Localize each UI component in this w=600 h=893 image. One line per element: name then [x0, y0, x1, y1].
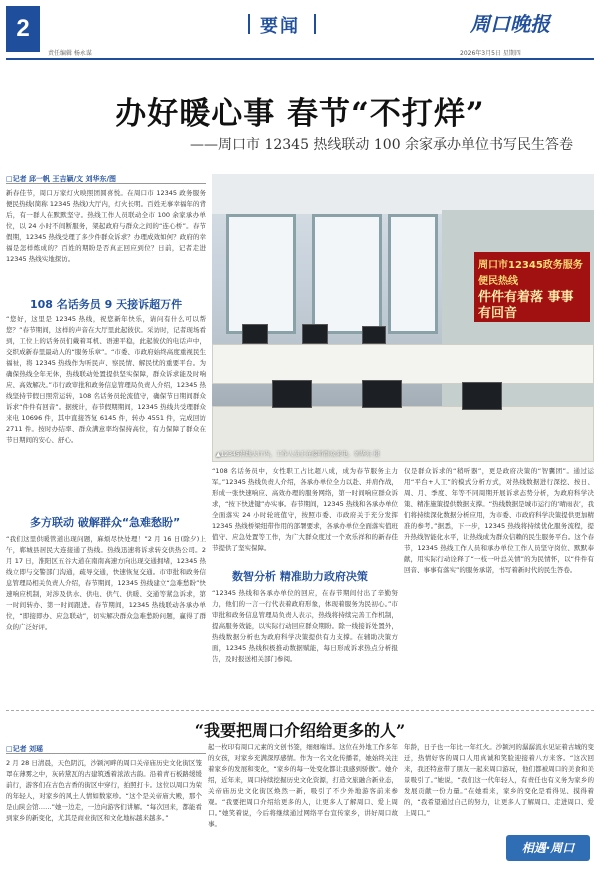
byline-rule — [6, 183, 206, 184]
article1-headline: 办好暖心事 春节“不打烊” — [115, 96, 485, 132]
article2-byline: □记者 刘瑶 — [6, 745, 44, 753]
photo-ceiling — [212, 174, 594, 214]
article1-intro: 新春佳节，周口万家灯火映照团圆喜悦。在周口市 12345 政务服务便民热线(简称 12345 热线)大厅内，灯火长明。百姓无事幸福年的背后，有一群人在默默坚守。热线工作人员联动全市 100 余家承办单位，以 24 小时不间断服务，架起政府与群众之间的“连心桥”。春节假期，12345 热线受理了多少件群众诉求？办理成效如何？政府的幸福是怎样炼成的？百姓的期盼是否真正回应到位？日前，记者走进 12345 热线实地探访。 — [6, 189, 206, 263]
newspaper-logo: 周口晚报 — [470, 12, 550, 36]
photo-desk-row — [212, 344, 594, 384]
page-number: 2 — [6, 6, 40, 52]
photo-caption: ▲12345热线大厅内，工作人员正在接听群众来电。刘华东 摄 — [216, 451, 380, 458]
issue-date: 2026年3月5日 星期四 — [460, 50, 521, 57]
column-logo: 相遇·周口 — [506, 835, 590, 861]
section1-title: 108 名话务员 9 天接诉超万件 — [30, 298, 183, 311]
photo-monitor — [362, 380, 402, 408]
section2-text: “我们这里供暖管道出现问题，麻烦尽快处理！”2 月 16 日(除夕)上午，郸城县居民大连接通了热线。热线迅速将诉求转交供热公司。2 月 17 日，淮阳区五谷大道在南南高速方向出现交通拥堵，12345 热线立即与交警部门沟通，疏导交通，快速恢复交通。市审批和政务信息管理局相关负责人介绍，春节期间，12345 热线建立“急难愁盼”快速响应机制，对涉及供水、供电、供气、供暖、交通等紧急诉求，第一时间转办、第一时间跟进。春节期间，12345 热线联动各承办单位，“即接即办、应急联动”，切实解决群众急难愁盼问题，赢得了群众的广泛好评。 — [6, 535, 206, 631]
banner-line2: 件件有着落 事事有回音 — [478, 290, 574, 321]
article1-col2-text: “108 名话务员中，女性职工占比超八成，成为春节服务主力军。”12345 热线负责人介绍，各承办单位全力以赴、并肩作战，形成一张快速响应、高效办理的服务网络，第一时间响应群众诉求，“按下快进键”办实事。春节期间，12345 热线和各承办单位全面落实 24 小时轮班值守，按照市委、市政府关于充分发挥 12345 热线桥梁纽带作用的部署要求，各承办单位全面落实值班值守、应急处置等工作，为广大群众度过一个欢乐祥和的新春佳节提供了坚实保障。 — [212, 467, 398, 552]
section-name: 要闻 — [260, 16, 300, 37]
article2-col3-text: 年龄，日子也一年比一年红火。沙颍河的潺潺流水见证着古城的变迁，热情好客的周口人用真诚和笑脸迎接着八方来客。“这次回来，我还特意带了朋友一起来周口游玩，他们都被周口的美食和美景吸引了。”她说，“我们这一代年轻人，有责任也有义务为家乡的发展贡献一份力量。”在她看来，家乡的变化是看得见、摸得着的，“我希望通过自己的努力，让更多人了解周口、走进周口、爱上周口。” — [404, 743, 594, 817]
banner-line1: 周口市12345政务服务便民热线 — [478, 260, 583, 287]
article2-col1-text: 2 月 28 日清晨，天色阴沉，沙颍河畔的周口关帝庙历史文化街区笼罩在薄雾之中，灰砖黛瓦的古建筑透着浓浓古韵。沿着青石板路缓缓前行，游客们在古色古香的街区中穿行，拍照打卡。这位以周口为荣的年轻人，对家乡的风土人情如数家珍。“这个是关帝庙大殿，那个是山陕会馆……”她一边走，一边向游客们讲解。“每次回来，都能看到家乡的新变化，尤其是商业街区和文化地标越来越多。” — [6, 759, 202, 822]
masthead-rule — [6, 58, 594, 60]
section3-title: 数智分析 精准助力政府决策 — [232, 570, 368, 583]
article2-headline: “我要把周口介绍给更多的人” — [194, 721, 406, 740]
section-bar-left — [248, 14, 250, 34]
section1-text: “您好，这里是 12345 热线，祝您新年快乐，请问有什么可以帮您？”春节期间，这样的声音在大厅里此起彼伏。采访时，记者现场看到，工位上的话务员们戴着耳机、语速平稳，此起彼伏的电话声中，交织成新春里最动人的“服务乐章”。“市委、市政府始终高度重视民生福祉，将 12345 热线作为听民声、察民情、解民忧的重要平台。为确保热线全年无休，热线联动处置提供坚实保障，群众诉求能及时响应、高效解决。”市行政审批和政务信息管理局负责人介绍，12345 热线坚持节假日照常运转，108 名话务员轮流值守，确保节日期间群众诉求“件件有回音”。据统计，春节假期期间，12345 热线共受理群众来电 10696 件，其中直接答复 6145 件，转办 4551 件，完成回访 2711 件。按时办结率、群众满意率均保持高位，有力保障了群众在节日期间的安心、舒心。 — [6, 315, 206, 444]
section-bar-right — [314, 14, 316, 34]
article1-col3-text: 仅是群众诉求的“稍听器”，更是政府决策的“智囊团”。通过运用“平台+人工”的模式分析方式，对热线数据进行深挖、按日、周、月、季度、年等不同周期开展诉求态势分析，为政府科学决策、精准施策提供数据支撑。“热线数据是城市运行的‘晴雨表’，我们将持续深化数据分析应用，为市委、市政府科学决策提供更加精准的参考。”据悉，下一步，12345 热线将持续优化服务流程，提升热线智能化水平，让热线成为群众信赖的民生服务平台。这个春节，12345 热线工作人员和承办单位工作人员坚守岗位、默默奉献，用实际行动诠释了“一枝一叶总关情”的为民情怀，以“件件有回音、事事有落实”的服务承诺，书写着新时代的民生答卷。 — [404, 467, 594, 574]
photo-monitor — [272, 380, 312, 408]
editors-line: 责任编辑 杨永谋 — [48, 50, 92, 57]
photo-window — [226, 214, 296, 334]
photo-window — [312, 214, 382, 334]
section3-text: “12345 热线和各承办单位的回应，在春节期间付出了辛勤努力，他们的一言一行代表着政府形象，体现着服务为民初心。”市审批和政务信息管理局负责人表示，热线将持续完善工作机制，提高服务效能，以实际行动回应群众期盼。除一线接诉处置外，热线数据分析也为政府科学决策提供有力支撑。在辅助决策方面，12345 热线积极推动数据赋能，每日形成诉求热点分析报告，及时报送相关部门参阅。 — [212, 589, 398, 663]
photo-monitor — [302, 324, 328, 344]
section2-title: 多方联动 破解群众“急难愁盼” — [30, 516, 181, 529]
call-center-photo — [212, 174, 594, 462]
masthead — [0, 0, 600, 62]
photo-monitor — [462, 382, 502, 410]
article1-byline: □记者 邱一帆 王吉颖/文 刘华东/图 — [6, 175, 117, 183]
photo-window — [388, 214, 438, 334]
article2-col2-text: 起一枚印有周口元素的文创书签，细细端详。这位在外地工作多年的女孩，对家乡充满深厚感情。作为一名文化传播者，她始终关注着家乡的发展和变化，“家乡的每一处变化都让我感到骄傲”。她介绍，近年来，周口持续挖掘历史文化资源，打造文旅融合新业态，关帝庙历史文化街区焕然一新，吸引了不少外地游客前来参观。“我要把周口介绍给更多的人，让更多人了解周口、爱上周口。”她笑着说，今后将继续通过网络平台宣传家乡，讲好周口故事。 — [208, 743, 398, 828]
photo-banner — [474, 252, 590, 322]
article1-subtitle: ——周口市 12345 热线联动 100 余家承办单位书写民生答卷 — [190, 137, 574, 153]
photo-monitor — [362, 326, 386, 344]
photo-monitor — [242, 324, 268, 344]
article-divider — [6, 710, 594, 711]
byline-rule — [6, 753, 206, 754]
